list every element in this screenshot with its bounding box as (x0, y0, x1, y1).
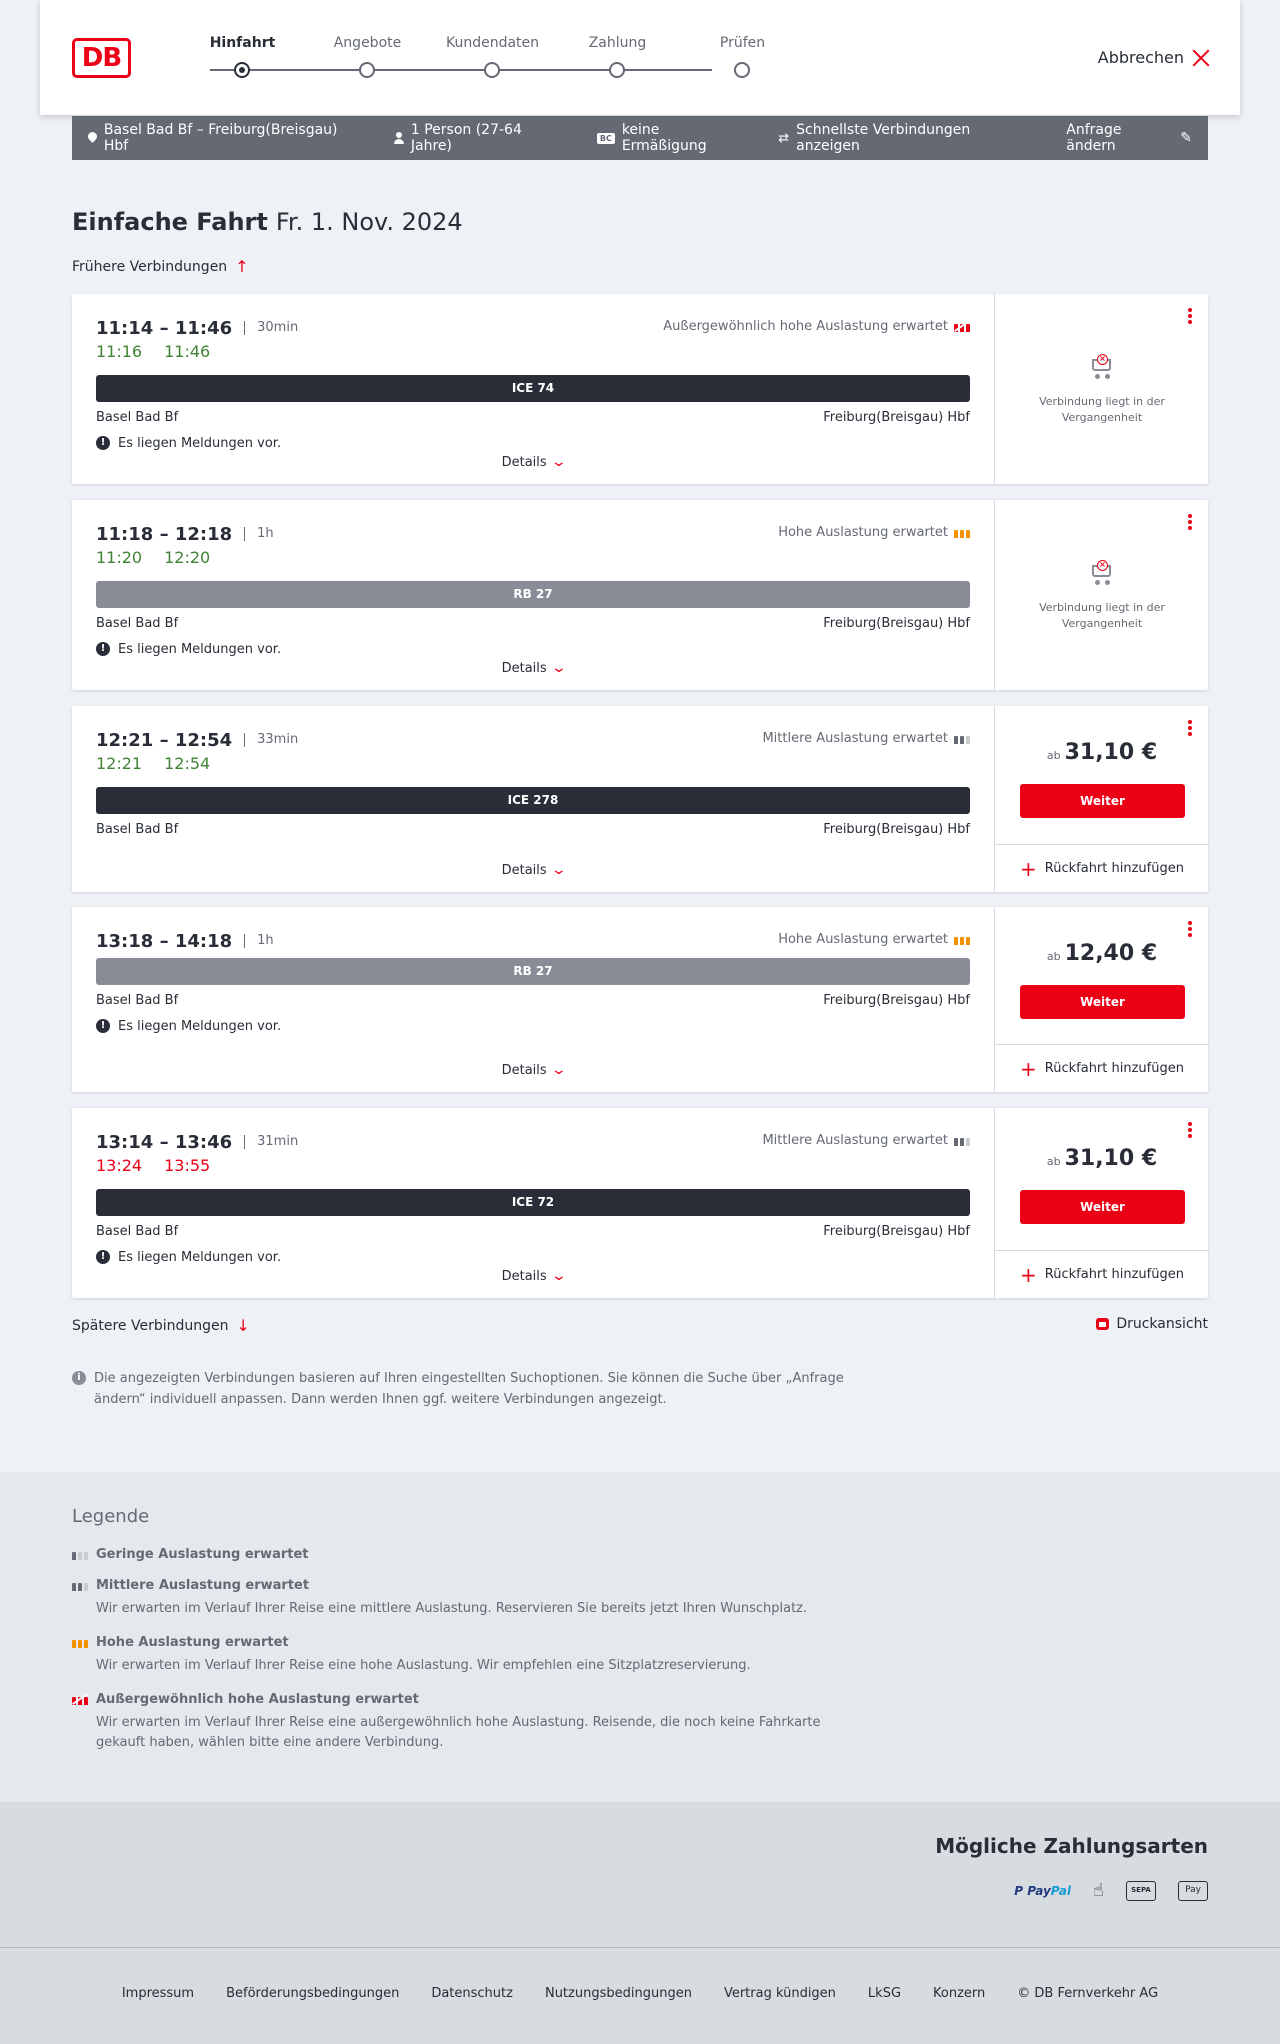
notice (96, 1248, 970, 1266)
page-title (72, 208, 463, 236)
later-connections-link[interactable] (72, 1316, 250, 1335)
step-label: Zahlung (588, 35, 647, 51)
offer-panel (994, 500, 1208, 690)
realtime-arrival: 13:55 (164, 1156, 211, 1175)
later-label: Spätere Verbindungen (72, 1317, 229, 1334)
legend-item-high (72, 1635, 1208, 1676)
notice-text: Es liegen Meldungen vor. (118, 1018, 282, 1034)
exclamation-icon: ! (96, 1250, 110, 1264)
duration: 31min (244, 1135, 298, 1149)
details-toggle[interactable] (72, 1062, 994, 1078)
footer-link-befoerderung[interactable]: Beförderungsbedingungen (226, 1986, 400, 2001)
scheduled-times: 12:21 – 12:54 (96, 729, 233, 751)
realtime-departure: 11:16 (96, 342, 143, 361)
more-options-icon[interactable] (1188, 1122, 1192, 1138)
legend (0, 1472, 1280, 1802)
legend-label: Mittlere Auslastung erwartet (96, 1578, 310, 1593)
offer-panel (994, 706, 1208, 892)
trip-date: Fr. 1. Nov. 2024 (275, 208, 463, 236)
realtime-departure: 11:20 (96, 548, 143, 567)
destination-station: Freiburg(Breisgau) Hbf (823, 616, 970, 631)
occupancy-high-icon (954, 934, 970, 945)
add-return-button[interactable] (995, 1044, 1209, 1092)
fastest-text: Schnellste Verbindungen anzeigen (796, 122, 971, 154)
paypal-text-a: Pay (1027, 1883, 1051, 1898)
arrow-up-icon: ↑ (235, 257, 249, 276)
occupancy-extreme-icon (72, 1694, 88, 1705)
footer-link-konzern[interactable]: Konzern (933, 1986, 986, 2001)
occupancy-text: Mittlere Auslastung erwartet (762, 731, 948, 746)
stations (96, 616, 970, 634)
connection-info[interactable] (72, 907, 994, 1092)
legend-item-medium (72, 1578, 1208, 1619)
past-connection-info (995, 354, 1209, 426)
stepper-line (210, 69, 712, 71)
offer-panel (994, 907, 1208, 1092)
occupancy-text: Hohe Auslastung erwartet (778, 932, 948, 947)
scheduled-times: 13:14 – 13:46 (96, 1131, 233, 1153)
connection-card (72, 907, 1208, 1092)
notice (96, 640, 970, 658)
details-label: Details (501, 455, 547, 470)
duration: 30min (244, 321, 298, 335)
step-hinfahrt (180, 35, 305, 57)
payment-methods (0, 1802, 1280, 1947)
details-toggle[interactable] (72, 660, 994, 676)
step-label: Angebote (333, 35, 402, 51)
continue-button[interactable]: Weiter (1020, 985, 1185, 1019)
details-label: Details (501, 863, 547, 878)
connection-card (72, 706, 1208, 892)
chevron-down-icon: ⌄ (550, 862, 567, 878)
person-icon (394, 132, 404, 144)
footer-copyright: © DB Fernverkehr AG (1017, 1986, 1159, 2001)
cancel-label: Abbrechen (1097, 48, 1184, 67)
realtime-times (96, 548, 970, 570)
summary-route (88, 122, 362, 154)
stations (96, 822, 970, 840)
summary-discount (597, 122, 746, 154)
details-label: Details (501, 1269, 547, 1284)
edit-request-button[interactable] (1066, 122, 1192, 154)
occupancy-indicator (778, 525, 970, 540)
origin-station: Basel Bad Bf (96, 616, 179, 631)
details-toggle[interactable] (72, 862, 994, 878)
past-connection-text: Verbindung liegt in der Vergangenheit (1039, 395, 1165, 424)
plus-icon: + (1020, 856, 1037, 881)
details-label: Details (501, 661, 547, 676)
info-note-text: Die angezeigten Verbindungen basieren auf Ihren eingestellten Suchoptionen. Sie können die Suche über „Anfrage ändern“ individuell anpassen. Dann werden Ihnen ggf. weitere Verbindungen angezeigt. (94, 1371, 844, 1407)
offer-panel (994, 1108, 1208, 1298)
continue-button[interactable]: Weiter (1020, 1190, 1185, 1224)
footer-link-impressum[interactable]: Impressum (121, 1986, 195, 2001)
occupancy-indicator (663, 319, 970, 334)
notice (96, 1017, 970, 1035)
realtime-arrival: 12:20 (164, 548, 211, 567)
step-pruefen (680, 35, 805, 57)
destination-station: Freiburg(Breisgau) Hbf (823, 410, 970, 425)
sepa-icon: SEPA (1126, 1881, 1156, 1901)
earlier-label: Frühere Verbindungen (72, 258, 228, 275)
train-bar: RB 27 (96, 958, 970, 985)
footer-links (0, 1986, 1280, 2001)
swap-arrows-icon: ⇄ (778, 130, 790, 146)
print-label: Druckansicht (1116, 1316, 1208, 1332)
more-options-icon[interactable] (1188, 514, 1192, 530)
connection-card (72, 500, 1208, 690)
legend-label: Hohe Auslastung erwartet (96, 1635, 289, 1650)
realtime-arrival: 11:46 (164, 342, 211, 361)
summary-fastest (778, 122, 1034, 154)
plus-icon: + (1020, 1262, 1037, 1287)
footer-link-kuendigen[interactable]: Vertrag kündigen (723, 1986, 836, 2001)
payment-icons (1014, 1880, 1208, 1901)
occupancy-high-icon (72, 1637, 88, 1648)
legend-head (72, 1692, 1208, 1707)
scheduled-times: 11:18 – 12:18 (96, 523, 233, 545)
step-angebote (305, 35, 430, 57)
step-label: Hinfahrt (209, 35, 276, 51)
earlier-connections-link[interactable] (72, 257, 249, 276)
legend-head (72, 1578, 1208, 1593)
realtime-departure: 12:21 (96, 754, 143, 773)
past-connection-text: Verbindung liegt in der Vergangenheit (1039, 601, 1165, 630)
details-label: Details (501, 1063, 547, 1078)
legend-text: Wir erwarten im Verlauf Ihrer Reise eine hohe Auslastung. Wir empfehlen eine Sitzplatzreservierung. (96, 1658, 751, 1673)
footer-link-datenschutz[interactable]: Datenschutz (431, 1986, 513, 2001)
duration: 33min (244, 733, 298, 747)
origin-station: Basel Bad Bf (96, 993, 179, 1008)
train-bar: ICE 72 (96, 1189, 970, 1216)
credit-card-hand-icon: ☝ (1093, 1880, 1104, 1901)
legend-title: Legende (72, 1506, 150, 1527)
connection-info[interactable] (72, 500, 994, 690)
edit-request-label: Anfrage ändern (1066, 122, 1122, 154)
price-value: 31,10 € (1064, 740, 1158, 765)
more-options-icon[interactable] (1188, 720, 1192, 736)
legend-label: Außergewöhnlich hohe Auslastung erwartet (96, 1692, 419, 1707)
notice-text: Es liegen Meldungen vor. (118, 641, 282, 657)
stations (96, 410, 970, 428)
connection-info[interactable] (72, 706, 994, 892)
legend-item-low (72, 1547, 1208, 1562)
passengers-text: 1 Person (27-64 Jahre) (410, 122, 522, 154)
realtime-times (96, 342, 970, 364)
price (995, 941, 1209, 966)
occupancy-text: Mittlere Auslastung erwartet (762, 1133, 948, 1148)
stations (96, 1224, 970, 1242)
past-connection-info (995, 560, 1209, 632)
footer (0, 1947, 1280, 2044)
occupancy-low-icon (72, 1549, 88, 1560)
origin-station: Basel Bad Bf (96, 822, 179, 837)
footer-link-lksg[interactable]: LkSG (867, 1986, 902, 2001)
realtime-departure: 13:24 (96, 1156, 143, 1175)
occupancy-text: Hohe Auslastung erwartet (778, 525, 948, 540)
summary-passengers (394, 122, 565, 154)
search-summary-bar (72, 116, 1208, 160)
arrow-down-icon: ↓ (236, 1316, 250, 1335)
occupancy-medium-icon (954, 733, 970, 744)
stations (96, 993, 970, 1011)
plus-icon: + (1020, 1056, 1037, 1081)
details-toggle[interactable] (72, 1268, 994, 1284)
exclamation-icon: ! (96, 642, 110, 656)
realtime-times-delayed (96, 1156, 970, 1178)
train-bar: ICE 278 (96, 787, 970, 814)
footer-link-nutzung[interactable]: Nutzungsbedingungen (544, 1986, 692, 2001)
db-logo[interactable]: DB (72, 38, 131, 78)
chevron-down-icon: ⌄ (550, 454, 567, 470)
legend-text: Wir erwarten im Verlauf Ihrer Reise eine mittlere Auslastung. Reservieren Sie bereits jetzt Ihren Wunschplatz. (96, 1601, 808, 1616)
destination-station: Freiburg(Breisgau) Hbf (823, 993, 970, 1008)
add-return-label: Rückfahrt hinzufügen (1044, 1061, 1184, 1076)
occupancy-medium-icon (954, 1135, 970, 1146)
connection-card (72, 294, 1208, 484)
occupancy-medium-icon (72, 1580, 88, 1591)
step-dot (609, 62, 625, 78)
chevron-down-icon: ⌄ (550, 1268, 567, 1284)
occupancy-indicator (762, 731, 970, 746)
duration: 1h (244, 527, 274, 541)
applepay-text: Pay (1185, 1884, 1201, 1895)
pencil-icon: ✎ (1180, 130, 1192, 146)
legend-head (72, 1635, 1208, 1650)
header (40, 0, 1240, 115)
info-note (72, 1368, 852, 1410)
close-icon (1192, 49, 1210, 67)
paypal-icon: P PayPal (1014, 1883, 1072, 1898)
legend-text: Wir erwarten im Verlauf Ihrer Reise eine außergewöhnlich hohe Auslastung. Reisende, die noch keine Fahrkarte gekauft haben, wählen bitte eine andere Verbindung. (96, 1715, 821, 1750)
print-view-link[interactable] (1096, 1316, 1208, 1332)
scheduled-times: 11:14 – 11:46 (96, 317, 233, 339)
info-icon: i (72, 1371, 86, 1385)
more-options-icon[interactable] (1188, 308, 1192, 324)
legend-head (72, 1547, 1208, 1562)
trip-type: Einfache Fahrt (72, 208, 268, 236)
scheduled-times: 13:18 – 14:18 (96, 930, 233, 952)
realtime-arrival: 12:54 (164, 754, 211, 773)
step-label: Kundendaten (445, 35, 540, 51)
price-value: 31,10 € (1064, 1146, 1158, 1171)
exclamation-icon: ! (96, 436, 110, 450)
step-label: Prüfen (719, 35, 766, 51)
train-bar: ICE 74 (96, 375, 970, 402)
origin-station: Basel Bad Bf (96, 1224, 179, 1239)
notice-text: Es liegen Meldungen vor. (118, 435, 282, 451)
price (995, 740, 1209, 765)
step-dot (734, 62, 750, 78)
train-bar: RB 27 (96, 581, 970, 608)
add-return-button[interactable] (995, 1250, 1209, 1298)
add-return-label: Rückfahrt hinzufügen (1044, 1267, 1184, 1282)
price (995, 1146, 1209, 1171)
notice (96, 434, 970, 452)
cart-unavailable-icon: × (1089, 354, 1115, 380)
price-prefix: ab (1046, 1155, 1061, 1168)
destination-station: Freiburg(Breisgau) Hbf (823, 822, 970, 837)
more-options-icon[interactable] (1188, 921, 1192, 937)
continue-button[interactable]: Weiter (1020, 784, 1185, 818)
progress-stepper (180, 35, 766, 85)
legend-item-extreme (72, 1692, 1208, 1753)
step-kundendaten (430, 35, 555, 57)
chevron-down-icon: ⌄ (550, 1062, 567, 1078)
chevron-down-icon: ⌄ (550, 660, 567, 676)
discount-text: keine Ermäßigung (621, 122, 707, 154)
location-pin-icon (88, 132, 97, 144)
price-prefix: ab (1046, 749, 1061, 762)
occupancy-indicator (778, 932, 970, 947)
connection-info[interactable] (72, 294, 994, 484)
printer-icon (1096, 1318, 1109, 1330)
details-toggle[interactable] (72, 454, 994, 470)
realtime-times (96, 754, 970, 776)
add-return-button[interactable] (995, 844, 1209, 892)
step-zahlung (555, 35, 680, 57)
duration: 1h (244, 934, 274, 948)
offer-panel (994, 294, 1208, 484)
bahncard-icon: BC (597, 133, 615, 144)
paypal-text-b: Pal (1050, 1883, 1072, 1898)
cart-unavailable-icon: × (1089, 560, 1115, 586)
origin-station: Basel Bad Bf (96, 410, 179, 425)
apple-pay-icon (1178, 1881, 1208, 1901)
occupancy-extreme-icon (954, 321, 970, 332)
occupancy-indicator (762, 1133, 970, 1148)
add-return-label: Rückfahrt hinzufügen (1044, 861, 1184, 876)
destination-station: Freiburg(Breisgau) Hbf (823, 1224, 970, 1239)
connection-card (72, 1108, 1208, 1298)
occupancy-high-icon (954, 527, 970, 538)
cancel-button[interactable] (1098, 48, 1210, 67)
payment-title: Mögliche Zahlungsarten (935, 1834, 1208, 1858)
price-value: 12,40 € (1064, 941, 1158, 966)
occupancy-text: Außergewöhnlich hohe Auslastung erwartet (663, 319, 948, 334)
step-dot (359, 62, 375, 78)
legend-label: Geringe Auslastung erwartet (96, 1547, 309, 1562)
price-prefix: ab (1046, 950, 1061, 963)
exclamation-icon: ! (96, 1019, 110, 1033)
route-text: Basel Bad Bf – Freiburg(Breisgau) Hbf (103, 122, 338, 154)
connection-info[interactable] (72, 1108, 994, 1298)
step-dot-active (234, 62, 250, 78)
notice-text: Es liegen Meldungen vor. (118, 1249, 282, 1265)
step-dot (484, 62, 500, 78)
